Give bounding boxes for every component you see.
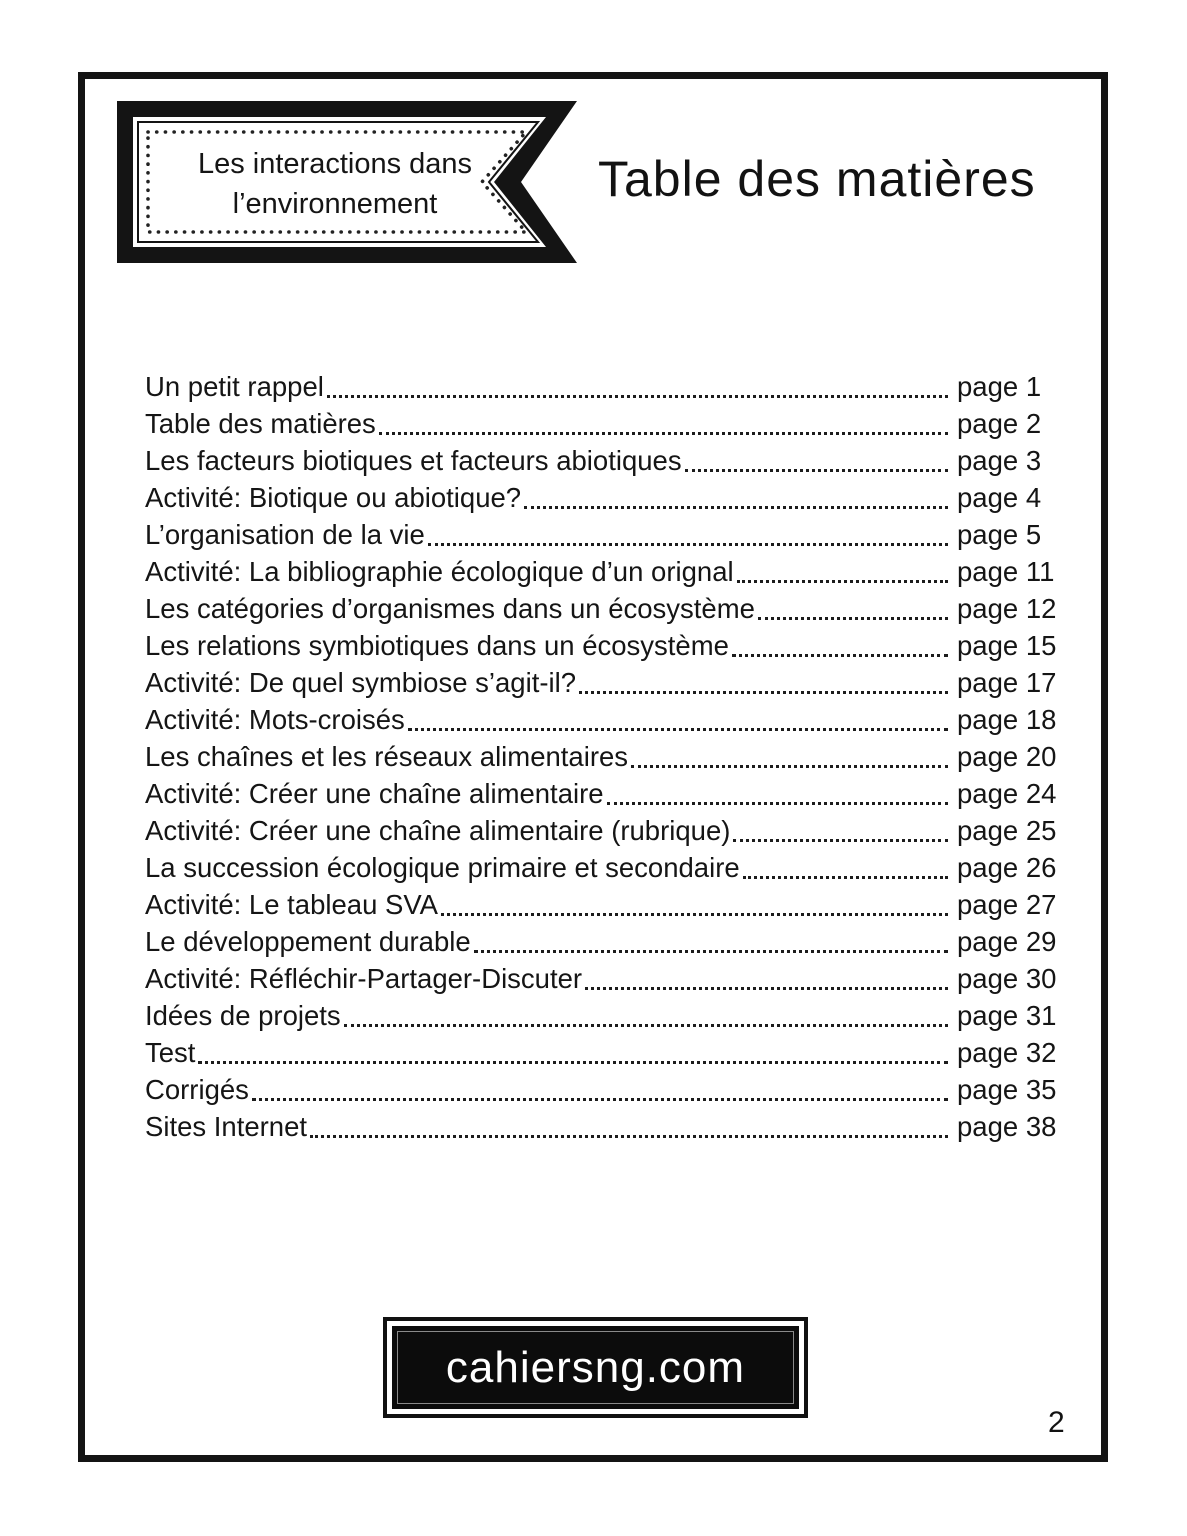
toc-entry-page: page 20 xyxy=(957,741,1057,772)
toc-dotted-leader xyxy=(737,580,948,583)
toc-row xyxy=(145,479,1057,516)
toc-entry-label: Les facteurs biotiques et facteurs abiotiques xyxy=(145,445,682,476)
toc-dotted-leader xyxy=(524,506,948,509)
toc-entry-label: Activité: La bibliographie écologique d’un orignal xyxy=(145,556,734,587)
toc-dotted-leader xyxy=(732,654,948,657)
toc-entry-label: Activité: De quel symbiose s’agit-il? xyxy=(145,667,577,698)
toc-dotted-leader xyxy=(344,1024,948,1027)
toc-row xyxy=(145,1071,1057,1108)
banner-title-line1: Les interactions dans xyxy=(197,148,473,180)
toc-dotted-leader xyxy=(198,1061,948,1064)
toc-dotted-leader xyxy=(379,432,948,435)
toc-entry-page: page 26 xyxy=(957,852,1057,883)
toc-entry-page: page 3 xyxy=(957,445,1042,476)
footer-site-box xyxy=(383,1317,808,1418)
toc-entry-label: La succession écologique primaire et secondaire xyxy=(145,852,740,883)
toc-row xyxy=(145,627,1057,664)
toc-dotted-leader xyxy=(441,913,948,916)
toc-entry-label: Le développement durable xyxy=(145,926,471,957)
title-banner-ribbon xyxy=(117,101,577,263)
toc-dotted-leader xyxy=(428,543,948,546)
toc-row xyxy=(145,849,1057,886)
toc-entry-page: page 11 xyxy=(957,556,1055,587)
toc-entry-label: Table des matières xyxy=(145,408,376,439)
toc-dotted-leader xyxy=(408,728,948,731)
toc-dotted-leader xyxy=(579,691,948,694)
toc-row xyxy=(145,368,1057,405)
toc-entry-page: page 24 xyxy=(957,778,1057,809)
toc-entry-page: page 25 xyxy=(957,815,1057,846)
toc-row xyxy=(145,553,1057,590)
toc-row xyxy=(145,664,1057,701)
toc-row xyxy=(145,701,1057,738)
banner-inner-panel xyxy=(138,122,538,242)
toc-dotted-leader xyxy=(607,802,948,805)
toc-entry-page: page 32 xyxy=(957,1037,1057,1068)
toc-entry-page: page 18 xyxy=(957,704,1057,735)
toc-dotted-leader xyxy=(631,765,948,768)
toc-entry-page: page 31 xyxy=(957,1000,1057,1031)
toc-row xyxy=(145,886,1057,923)
page-number: 2 xyxy=(1048,1406,1065,1439)
toc-dotted-leader xyxy=(758,617,948,620)
banner-title-line2: l’environnement xyxy=(232,188,438,220)
banner-ribbon-graphic xyxy=(117,101,577,263)
toc-entry-label: Test xyxy=(145,1037,196,1068)
toc-row xyxy=(145,1108,1057,1145)
toc-entry-label: Activité: Le tableau SVA xyxy=(145,889,438,920)
page-title: Table des matières xyxy=(598,151,1036,207)
toc-row xyxy=(145,997,1057,1034)
toc-dotted-leader xyxy=(585,987,948,990)
toc-dotted-leader xyxy=(733,839,948,842)
toc-row xyxy=(145,405,1057,442)
toc-entry-page: page 27 xyxy=(957,889,1057,920)
toc-entry-label: Activité: Créer une chaîne alimentaire (rubrique) xyxy=(145,815,731,846)
toc-entry-page: page 38 xyxy=(957,1111,1057,1142)
toc-list xyxy=(145,368,1057,1145)
toc-entry-label: Un petit rappel xyxy=(145,371,324,402)
footer-site-box-inner xyxy=(392,1326,799,1409)
toc-entry-label: Sites Internet xyxy=(145,1111,308,1142)
toc-dotted-leader xyxy=(743,876,948,879)
toc-entry-label: Les relations symbiotiques dans un écosystème xyxy=(145,630,729,661)
toc-entry-label: L’organisation de la vie xyxy=(145,519,425,550)
toc-row xyxy=(145,1034,1057,1071)
toc-row xyxy=(145,960,1057,997)
toc-entry-page: page 4 xyxy=(957,482,1042,513)
toc-dotted-leader xyxy=(474,950,948,953)
toc-row xyxy=(145,516,1057,553)
toc-dotted-leader xyxy=(685,469,948,472)
toc-entry-label: Activité: Créer une chaîne alimentaire xyxy=(145,778,604,809)
toc-entry-label: Activité: Biotique ou abiotique? xyxy=(145,482,522,513)
toc-entry-page: page 2 xyxy=(957,408,1042,439)
footer-site-label: cahiersng.com xyxy=(445,1342,746,1392)
toc-entry-page: page 5 xyxy=(957,519,1042,550)
toc-row xyxy=(145,812,1057,849)
toc-entry-label: Les chaînes et les réseaux alimentaires xyxy=(145,741,629,772)
toc-entry-page: page 1 xyxy=(957,371,1042,402)
toc-dotted-leader xyxy=(327,395,948,398)
toc-row xyxy=(145,442,1057,479)
toc-entry-label: Activité: Mots-croisés xyxy=(145,704,405,735)
toc-entry-page: page 12 xyxy=(957,593,1057,624)
toc-entry-label: Activité: Réfléchir-Partager-Discuter xyxy=(145,963,583,994)
toc-dotted-leader xyxy=(252,1098,948,1101)
toc-entry-page: page 17 xyxy=(957,667,1057,698)
toc-entry-page: page 15 xyxy=(957,630,1057,661)
toc-row xyxy=(145,738,1057,775)
toc-entry-page: page 35 xyxy=(957,1074,1057,1105)
toc-entry-label: Idées de projets xyxy=(145,1000,341,1031)
toc-row xyxy=(145,775,1057,812)
toc-entry-label: Les catégories d’organismes dans un écosystème xyxy=(145,593,755,624)
toc-row xyxy=(145,590,1057,627)
toc-entry-page: page 30 xyxy=(957,963,1057,994)
toc-dotted-leader xyxy=(310,1135,948,1138)
toc-entry-page: page 29 xyxy=(957,926,1057,957)
toc-entry-label: Corrigés xyxy=(145,1074,249,1105)
toc-row xyxy=(145,923,1057,960)
